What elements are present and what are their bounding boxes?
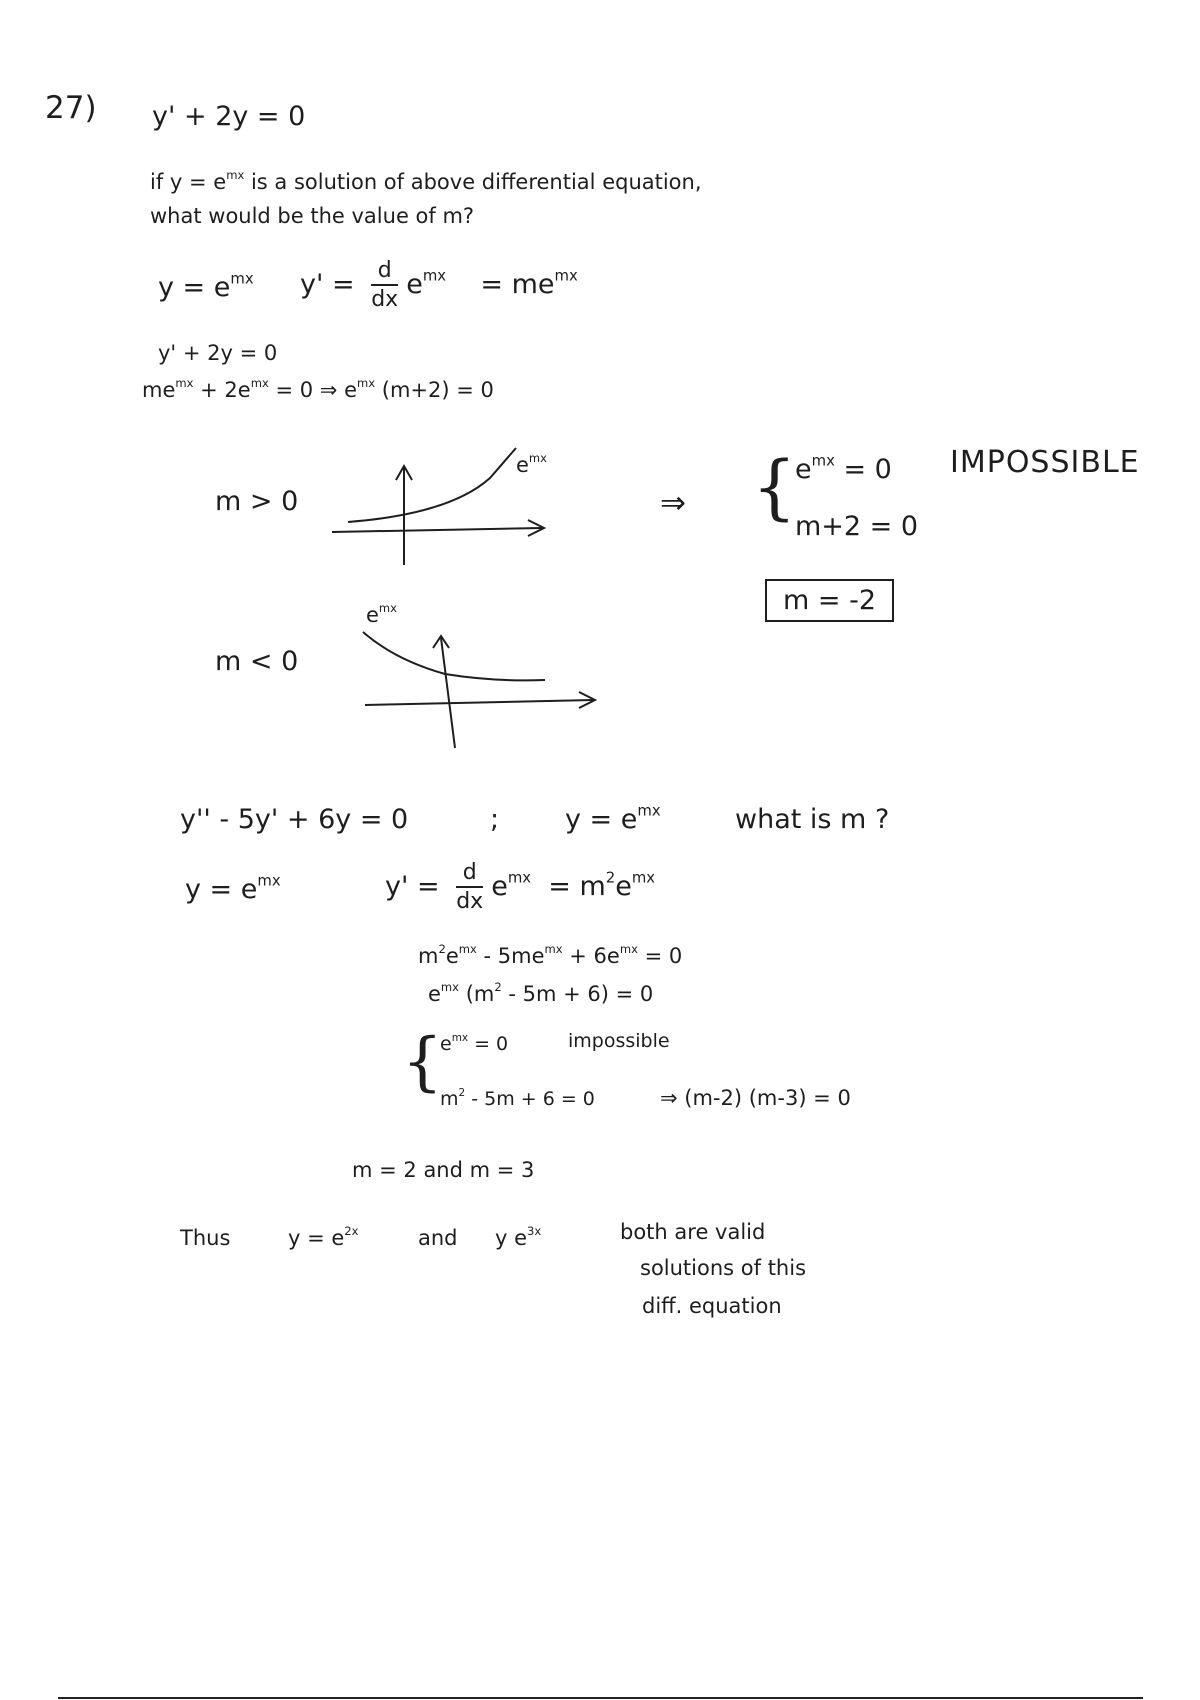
p2-case1-note: impossible [568, 1030, 670, 1052]
p2-conclusion-line2: solutions of this [640, 1256, 807, 1280]
problem-number: 27) [45, 90, 97, 126]
graph1-label: m > 0 [215, 486, 299, 517]
problem2-separator: ; [490, 804, 500, 835]
impossible-note: IMPOSSIBLE [950, 445, 1140, 480]
p2-case2-factored: ⇒ (m-2) (m-3) = 0 [660, 1086, 851, 1110]
implies-arrow: ⇒ [660, 485, 686, 521]
p2-thus: Thus [180, 1226, 231, 1250]
graph2-exponential-curve [363, 632, 545, 680]
p1-d-dx-fraction: $\frac{d}{dx}$ [371, 258, 399, 312]
p2-d-dx-fraction: $\frac{d}{dx}$ [456, 860, 484, 914]
p2-and: and [418, 1226, 458, 1250]
p1-step1-derivative: y' = $\frac{d}{dx}$ $e^{mx}$ = $me^{mx}$ [300, 258, 578, 312]
p2-case2: $m^2 - 5m + 6 = 0$ [440, 1087, 595, 1110]
p2-step1-derivative: y' = $\frac{d}{dx}$ $e^{mx} = m^2e^{mx}$ [385, 860, 656, 914]
graph2-curve-label: $e^{mx}$ [366, 601, 398, 627]
problem1-equation: y' + 2y = 0 [152, 101, 306, 132]
graph1-x-axis [332, 528, 542, 532]
graph2-y-axis [441, 638, 455, 748]
graph1-curve-label: $e^{mx}$ [516, 451, 548, 477]
p1-step3: $me^{mx} + 2e^{mx} = 0$ ⇒ $e^{mx}$ (m+2) = 0 [142, 376, 494, 402]
problem1-question-line2: what would be the value of m? [150, 204, 475, 228]
p2-left-brace: { [402, 1025, 443, 1099]
left-brace: { [752, 446, 797, 528]
p2-conclusion-line3: diff. equation [642, 1294, 782, 1318]
p1-answer-box: m = -2 [765, 579, 894, 622]
p1-case1: $e^{mx} = 0$ [795, 451, 892, 485]
graph2-x-axis [365, 700, 593, 705]
problem2-given: $y = e^{mx}$ [565, 801, 661, 835]
graph2-decay-plot [355, 620, 605, 755]
p2-roots: m = 2 and m = 3 [352, 1158, 535, 1182]
page-bottom-rule [58, 1697, 1143, 1699]
problem2-equation: y'' - 5y' + 6y = 0 [180, 804, 409, 835]
p1-step1-y: $y = e^{mx}$ [158, 269, 254, 303]
p2-solution2: y $e^{3x}$ [495, 1224, 542, 1250]
graph2-label: m < 0 [215, 646, 299, 677]
p1-step2: y' + 2y = 0 [158, 341, 278, 365]
problem2-ask: what is m ? [735, 804, 890, 835]
p2-factored: $e^{mx}$ $(m^2 - 5m + 6) = 0$ [428, 980, 654, 1006]
problem1-question-line1: if $y = e^{mx}$ is a solution of above differential equation, [150, 168, 702, 194]
p2-substitution: $m^2e^{mx} - 5me^{mx} + 6e^{mx} = 0$ [418, 942, 683, 968]
p2-solution1: $y = e^{2x}$ [288, 1224, 359, 1250]
p2-step1-y: $y = e^{mx}$ [185, 871, 281, 905]
graph1-exponential-curve [348, 448, 516, 522]
p1-case2: m+2 = 0 [795, 511, 919, 542]
p2-case1: $e^{mx} = 0$ [440, 1032, 509, 1055]
p2-conclusion-line1: both are valid [620, 1220, 766, 1244]
